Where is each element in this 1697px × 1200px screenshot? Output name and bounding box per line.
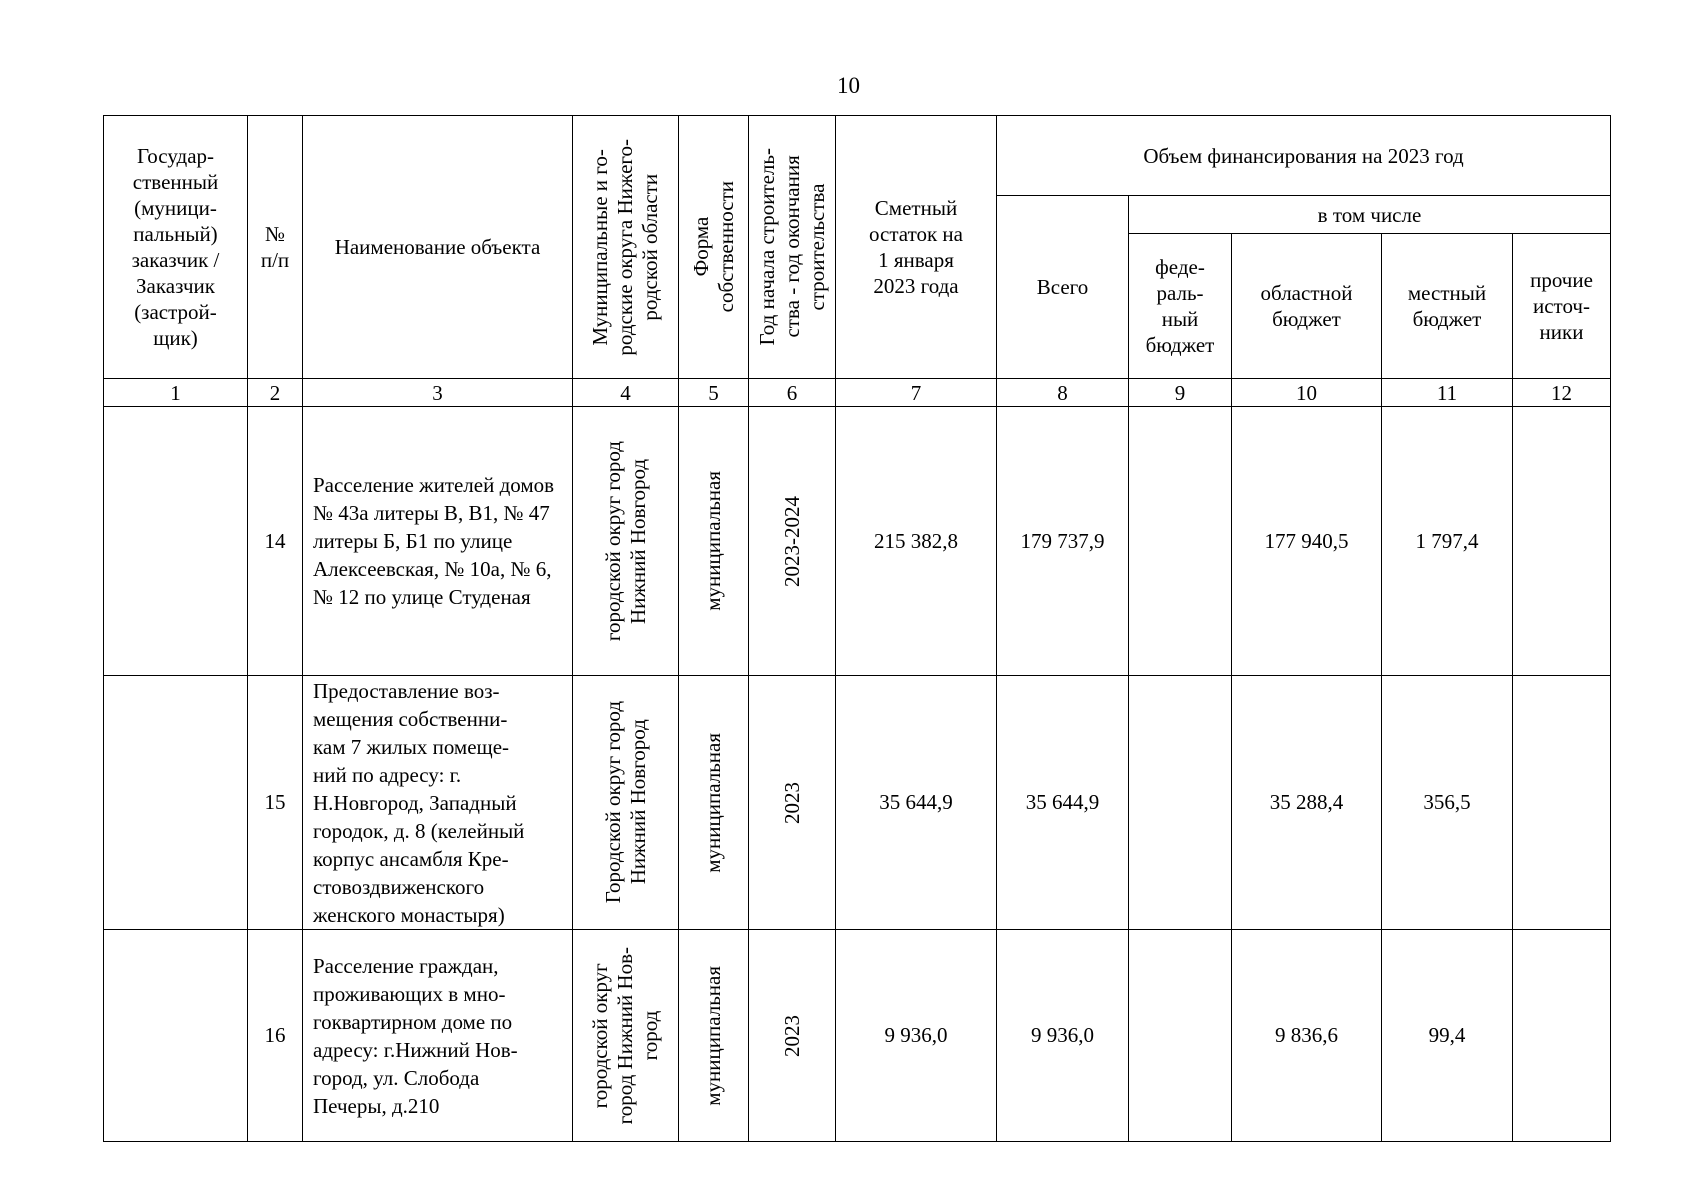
customer-cell [104, 407, 248, 676]
municipality-cell [573, 676, 679, 930]
row-number: 14 [248, 407, 303, 676]
column-number: 2 [248, 379, 303, 407]
header-other-sources: прочие источ- ники [1513, 234, 1611, 379]
other-amount [1513, 676, 1611, 930]
header-ownership: Форма собственности [688, 181, 738, 313]
local-amount: 356,5 [1382, 676, 1513, 930]
header-years-cell [749, 116, 836, 379]
municipality-cell [573, 407, 679, 676]
ownership: муниципальная [701, 965, 725, 1106]
regional-amount: 35 288,4 [1232, 676, 1382, 930]
header-municipalities: Муниципальные и го- родские округа Нижего- родской области [588, 138, 662, 356]
column-number: 9 [1129, 379, 1232, 407]
header-regional-budget: областной бюджет [1232, 234, 1382, 379]
customer-cell [104, 930, 248, 1142]
construction-years: 2023-2024 [779, 495, 804, 587]
object-name: Расселение граждан, проживающих в мно- гоквартирном доме по адресу: г.Нижний Нов- город, ул. Слобода Печеры, д.210 [303, 930, 573, 1142]
construction-years: 2023 [779, 781, 804, 824]
table-row [104, 676, 1611, 930]
column-number: 3 [303, 379, 573, 407]
header-row-no: № п/п [248, 116, 303, 379]
column-number: 6 [749, 379, 836, 407]
object-name: Предоставление воз- мещения собственни- кам 7 жилых помеще- ний по адресу: г. Н.Новгород, Западный городок, д. 8 (келейный корпус ансамбля Кре- стовоздвиженского женского монастыря) [303, 676, 573, 930]
ownership-cell [679, 930, 749, 1142]
header-including: в том числе [1129, 196, 1611, 234]
regional-amount: 177 940,5 [1232, 407, 1382, 676]
ownership-cell [679, 407, 749, 676]
federal-amount [1129, 676, 1232, 930]
header-total: Всего [997, 196, 1129, 379]
header-financing-volume: Объем финансирования на 2023 год [997, 116, 1611, 196]
total-amount: 35 644,9 [997, 676, 1129, 930]
column-number: 12 [1513, 379, 1611, 407]
financing-table [103, 115, 1611, 1142]
object-name: Расселение жителей домов № 43а литеры В, В1, № 47 литеры Б, Б1 по улице Алексеевская, № 10а, № 6, № 12 по улице Студеная [303, 407, 573, 676]
local-amount: 99,4 [1382, 930, 1513, 1142]
ownership: муниципальная [701, 732, 725, 873]
header-estimate-balance: Сметный остаток на 1 января 2023 года [836, 116, 997, 379]
table-row [104, 930, 1611, 1142]
column-number-row [104, 379, 1611, 407]
column-number: 8 [997, 379, 1129, 407]
page-number: 10 [837, 73, 860, 98]
municipality-cell [573, 930, 679, 1142]
regional-amount: 9 836,6 [1232, 930, 1382, 1142]
local-amount: 1 797,4 [1382, 407, 1513, 676]
row-number: 15 [248, 676, 303, 930]
header-customer: Государ- ственный (муници- пальный) заказчик / Заказчик (застрой- щик) [104, 116, 248, 379]
federal-amount [1129, 930, 1232, 1142]
table-row [104, 407, 1611, 676]
header-object-name: Наименование объекта [303, 116, 573, 379]
years-cell [749, 676, 836, 930]
column-number: 4 [573, 379, 679, 407]
header-municipalities-cell [573, 116, 679, 379]
years-cell [749, 930, 836, 1142]
municipality: городской округ город Нижний Нов- город [588, 946, 662, 1125]
construction-years: 2023 [779, 1014, 804, 1057]
column-number: 10 [1232, 379, 1382, 407]
municipality: городской округ город Нижний Новгород [600, 440, 650, 642]
estimate-balance: 215 382,8 [836, 407, 997, 676]
column-number: 1 [104, 379, 248, 407]
column-number: 5 [679, 379, 749, 407]
ownership-cell [679, 676, 749, 930]
ownership: муниципальная [701, 471, 725, 611]
other-amount [1513, 407, 1611, 676]
total-amount: 9 936,0 [997, 930, 1129, 1142]
years-cell [749, 407, 836, 676]
header-federal-budget: феде- раль- ный бюджет [1129, 234, 1232, 379]
header-ownership-cell [679, 116, 749, 379]
header-local-budget: местный бюджет [1382, 234, 1513, 379]
estimate-balance: 9 936,0 [836, 930, 997, 1142]
header-years: Год начала строитель- ства - год окончания строительства [754, 148, 829, 346]
municipality: Городской округ город Нижний Новгород [600, 701, 650, 904]
customer-cell [104, 676, 248, 930]
column-number: 7 [836, 379, 997, 407]
column-number: 11 [1382, 379, 1513, 407]
estimate-balance: 35 644,9 [836, 676, 997, 930]
federal-amount [1129, 407, 1232, 676]
total-amount: 179 737,9 [997, 407, 1129, 676]
row-number: 16 [248, 930, 303, 1142]
other-amount [1513, 930, 1611, 1142]
